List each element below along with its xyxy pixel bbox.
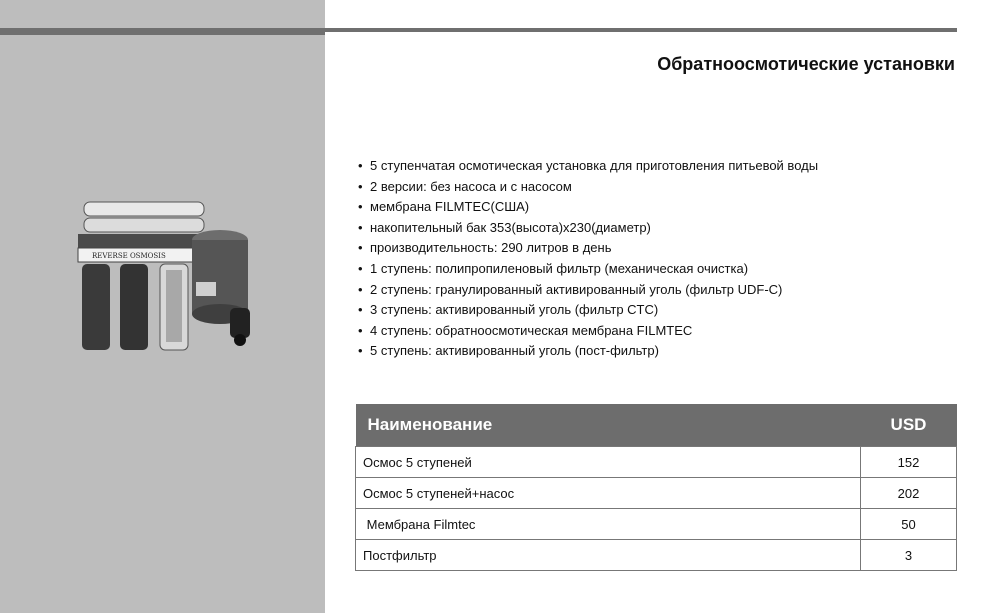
feature-item: • 2 версии: без насоса и с насосом xyxy=(358,177,818,198)
price-cell: 152 xyxy=(861,447,957,478)
bullet-icon: • xyxy=(358,281,363,297)
top-divider-right xyxy=(325,28,957,32)
bullet-icon: • xyxy=(358,199,363,215)
bullet-icon: • xyxy=(358,219,363,235)
reverse-osmosis-system-image xyxy=(70,190,260,355)
product-name-cell: Мембрана Filmtec xyxy=(356,509,861,540)
bullet-icon: • xyxy=(358,322,363,338)
feature-item: • 4 ступень: обратноосмотическая мембрана FILMTEC xyxy=(358,321,818,342)
feature-item: • мембрана FILMTEC(США) xyxy=(358,197,818,218)
features-list xyxy=(358,156,818,362)
bullet-icon: • xyxy=(358,240,363,256)
table-row xyxy=(356,447,957,478)
price-cell: 50 xyxy=(861,509,957,540)
table-row xyxy=(356,509,957,540)
price-table xyxy=(355,404,957,571)
bullet-icon: • xyxy=(358,260,363,276)
feature-item: • 2 ступень: гранулированный активированный уголь (фильтр UDF-C) xyxy=(358,280,818,301)
page-title: Обратноосмотические установки xyxy=(657,54,955,74)
price-cell: 202 xyxy=(861,478,957,509)
product-name-cell: Осмос 5 ступеней xyxy=(356,447,861,478)
bullet-icon: • xyxy=(358,302,363,318)
product-name-cell: Постфильтр xyxy=(356,540,861,571)
bullet-icon: • xyxy=(358,158,363,173)
feature-item: • 3 ступень: активированный уголь (фильтр CTC) xyxy=(358,300,818,321)
product-name-cell: Осмос 5 ступеней+насос xyxy=(356,478,861,509)
feature-item: • 1 ступень: полипропиленовый фильтр (механическая очистка) xyxy=(358,259,818,280)
column-header-usd: USD xyxy=(861,404,957,447)
table-row xyxy=(356,540,957,571)
bullet-icon: • xyxy=(358,343,363,359)
price-cell: 3 xyxy=(861,540,957,571)
feature-item: • производительность: 290 литров в день xyxy=(358,238,818,259)
table-row xyxy=(356,478,957,509)
bullet-icon: • xyxy=(358,178,363,194)
feature-item: • накопительный бак 353(высота)x230(диаметр) xyxy=(358,218,818,239)
column-header-name: Наименование xyxy=(356,404,861,447)
image-label: REVERSE OSMOSIS xyxy=(92,252,166,260)
feature-item: • 5 ступень: активированный уголь (пост-фильтр) xyxy=(358,341,818,362)
table-header-row xyxy=(356,404,957,447)
top-divider-left xyxy=(0,28,325,35)
feature-item: • 5 ступенчатая осмотическая установка для приготовления питьевой воды xyxy=(358,156,818,177)
